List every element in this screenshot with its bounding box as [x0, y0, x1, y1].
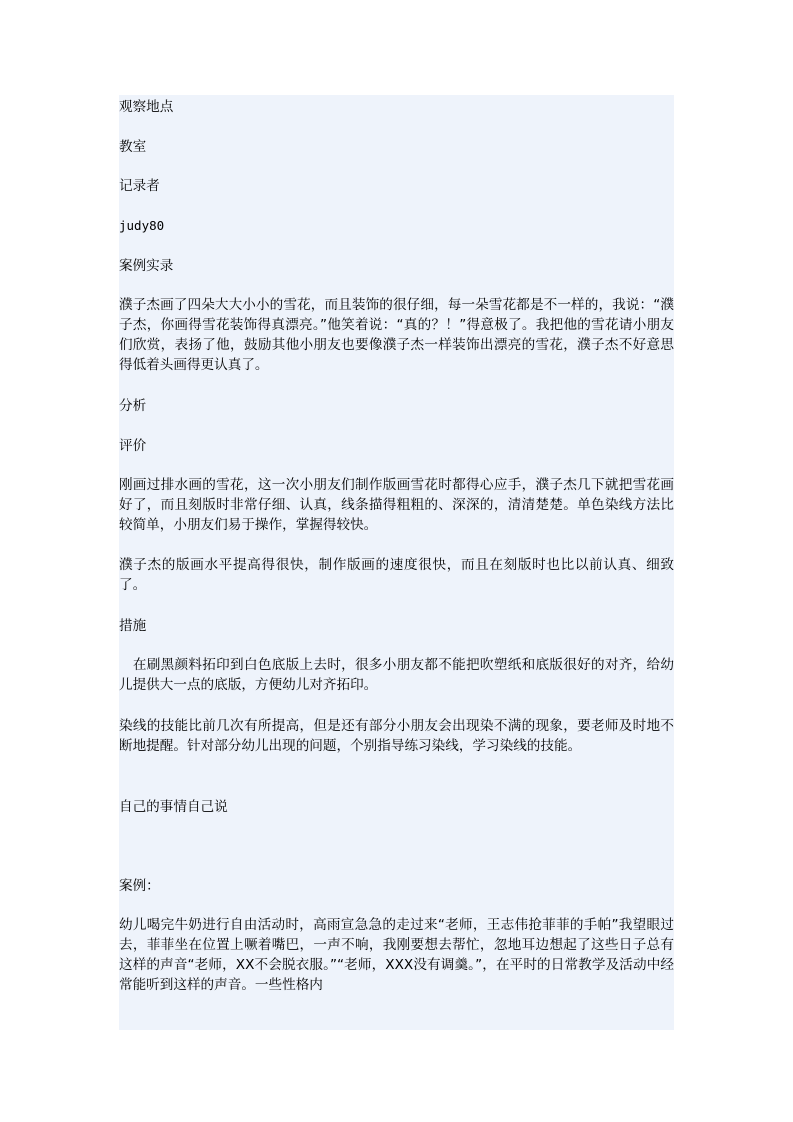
section-title: 自己的事情自己说: [119, 799, 228, 815]
case-record-heading: 案例实录: [119, 258, 174, 274]
field-label-location: 观察地点: [119, 99, 174, 115]
evaluation-paragraph-1: 刚画过排水画的雪花，这一次小朋友们制作版画雪花时都得心应手，濮子杰几下就把雪花画好了，而且刻版时非常仔细、认真，线条描得粗粗的、深深的，清清楚楚。单色染线方法比较简单，小朋友们易于操作，掌握得较快。: [119, 477, 674, 533]
field-label-recorder: 记录者: [119, 178, 160, 194]
case-record-text: 濮子杰画了四朵大大小小的雪花，而且装饰的很仔细，每一朵雪花都是不一样的，我说：“濮子杰，你画得雪花装饰得真漂亮。”他笑着说：“真的？！”得意极了。我把他的雪花请小朋友们欣赏，表扬了他，鼓励其他小朋友也要像濮子杰一样装饰出漂亮的雪花，濮子杰不好意思得低着头画得更认真了。: [119, 297, 674, 373]
evaluation-heading: 评价: [119, 438, 147, 454]
case-paragraph: 幼儿喝完牛奶进行自由活动时，高雨宣急急的走过来“老师，王志伟抢菲菲的手帕”我望眼过去，菲菲坐在位置上噘着嘴巴，一声不响，我刚要想去帮忙，忽地耳边想起了这些日子总有这样的声音“老师，XX不会脱衣服。”“老师，XXX没有调羹。”，在平时的日常教学及活动中经常能听到这样的声音。一些性格内: [119, 917, 674, 993]
document-content: [119, 95, 674, 1030]
analysis-heading: 分析: [119, 398, 147, 414]
measures-heading: 措施: [119, 618, 147, 634]
field-value-location: 教室: [119, 139, 147, 155]
field-value-recorder: judy80: [119, 218, 165, 233]
case-label: 案例：: [119, 878, 160, 894]
measures-paragraph-1: 在刷黑颜料拓印到白色底版上去时，很多小朋友都不能把吹塑纸和底版很好的对齐，给幼儿提供大一点的底版，方便幼儿对齐拓印。: [119, 657, 674, 693]
evaluation-paragraph-2: 濮子杰的版画水平提高得很快，制作版画的速度很快，而且在刻版时也比以前认真、细致了。: [119, 557, 674, 593]
measures-paragraph-2: 染线的技能比前几次有所提高，但是还有部分小朋友会出现染不满的现象，要老师及时地不断地提醒。针对部分幼儿出现的问题，个别指导练习染线，学习染线的技能。: [119, 718, 674, 754]
